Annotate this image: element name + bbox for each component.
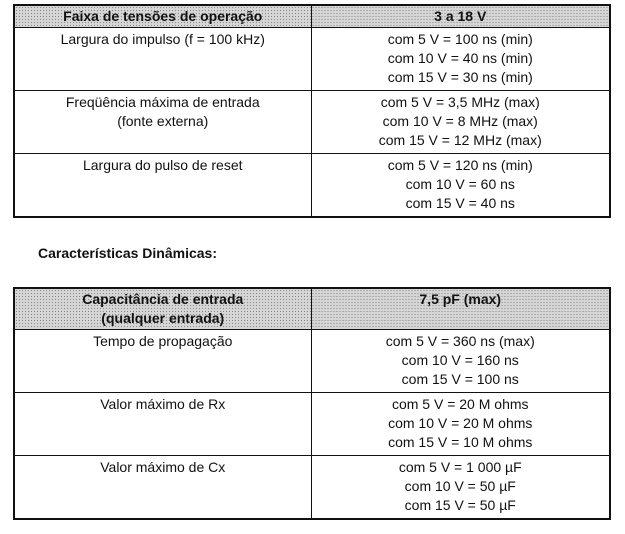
param-text: Largura do impulso (f = 100 kHz) (60, 31, 265, 47)
value-text: com 15 V = 12 MHz (max) (378, 132, 542, 148)
header-text: Capacitância de entrada (82, 291, 244, 307)
value-text: com 15 V = 40 ns (405, 195, 515, 211)
operating-characteristics-table (13, 4, 611, 218)
header-parameter: Faixa de tensões de operação (14, 5, 311, 28)
header-parameter (14, 288, 311, 330)
value-text: com 15 V = 30 ns (min) (387, 69, 533, 85)
table-row (14, 393, 610, 456)
table-row (14, 28, 610, 91)
table-row (14, 330, 610, 393)
value-text: com 10 V = 20 M ohms (388, 415, 533, 431)
value-cell (311, 393, 610, 456)
value-text: com 15 V = 100 ns (401, 371, 519, 387)
value-cell (311, 28, 610, 91)
param-cell (14, 91, 311, 154)
param-text: Freqüência máxima de entrada (65, 94, 260, 110)
header-text: (qualquer entrada) (101, 310, 225, 326)
value-cell (311, 91, 610, 154)
value-text: com 10 V = 8 MHz (max) (382, 113, 538, 129)
param-cell (14, 28, 311, 91)
value-text: com 5 V = 3,5 MHz (max) (380, 94, 540, 110)
value-text: com 15 V = 50 µF (404, 497, 516, 513)
value-cell (311, 330, 610, 393)
header-value: 3 a 18 V (311, 5, 610, 28)
value-text: com 10 V = 50 µF (404, 478, 516, 494)
value-text: com 10 V = 160 ns (401, 352, 519, 368)
value-text: com 5 V = 20 M ohms (391, 396, 529, 412)
value-text: com 15 V = 10 M ohms (388, 434, 533, 450)
dynamic-characteristics-table (13, 287, 611, 520)
section-heading: Características Dinâmicas: (38, 245, 217, 261)
table-row (14, 154, 610, 218)
table-header-row (14, 5, 610, 28)
param-cell (14, 456, 311, 520)
value-text: com 10 V = 40 ns (min) (387, 50, 533, 66)
param-cell (14, 330, 311, 393)
value-text: com 10 V = 60 ns (405, 176, 515, 192)
table-row (14, 91, 610, 154)
param-text: Valor máximo de Rx (100, 396, 226, 412)
param-text: Valor máximo de Cx (100, 459, 226, 475)
value-text: com 5 V = 120 ns (min) (387, 157, 533, 173)
value-cell (311, 456, 610, 520)
header-value: 7,5 pF (max) (311, 288, 610, 330)
param-text: Largura do pulso de reset (82, 157, 243, 173)
value-text: com 5 V = 1 000 µF (398, 459, 522, 475)
table-row (14, 456, 610, 520)
param-text: (fonte externa) (117, 113, 209, 129)
param-cell (14, 154, 311, 218)
value-text: com 5 V = 360 ns (max) (385, 333, 535, 349)
value-text: com 5 V = 100 ns (min) (387, 31, 533, 47)
value-cell (311, 154, 610, 218)
param-text: Tempo de propagação (93, 333, 233, 349)
table-header-row (14, 288, 610, 330)
param-cell (14, 393, 311, 456)
